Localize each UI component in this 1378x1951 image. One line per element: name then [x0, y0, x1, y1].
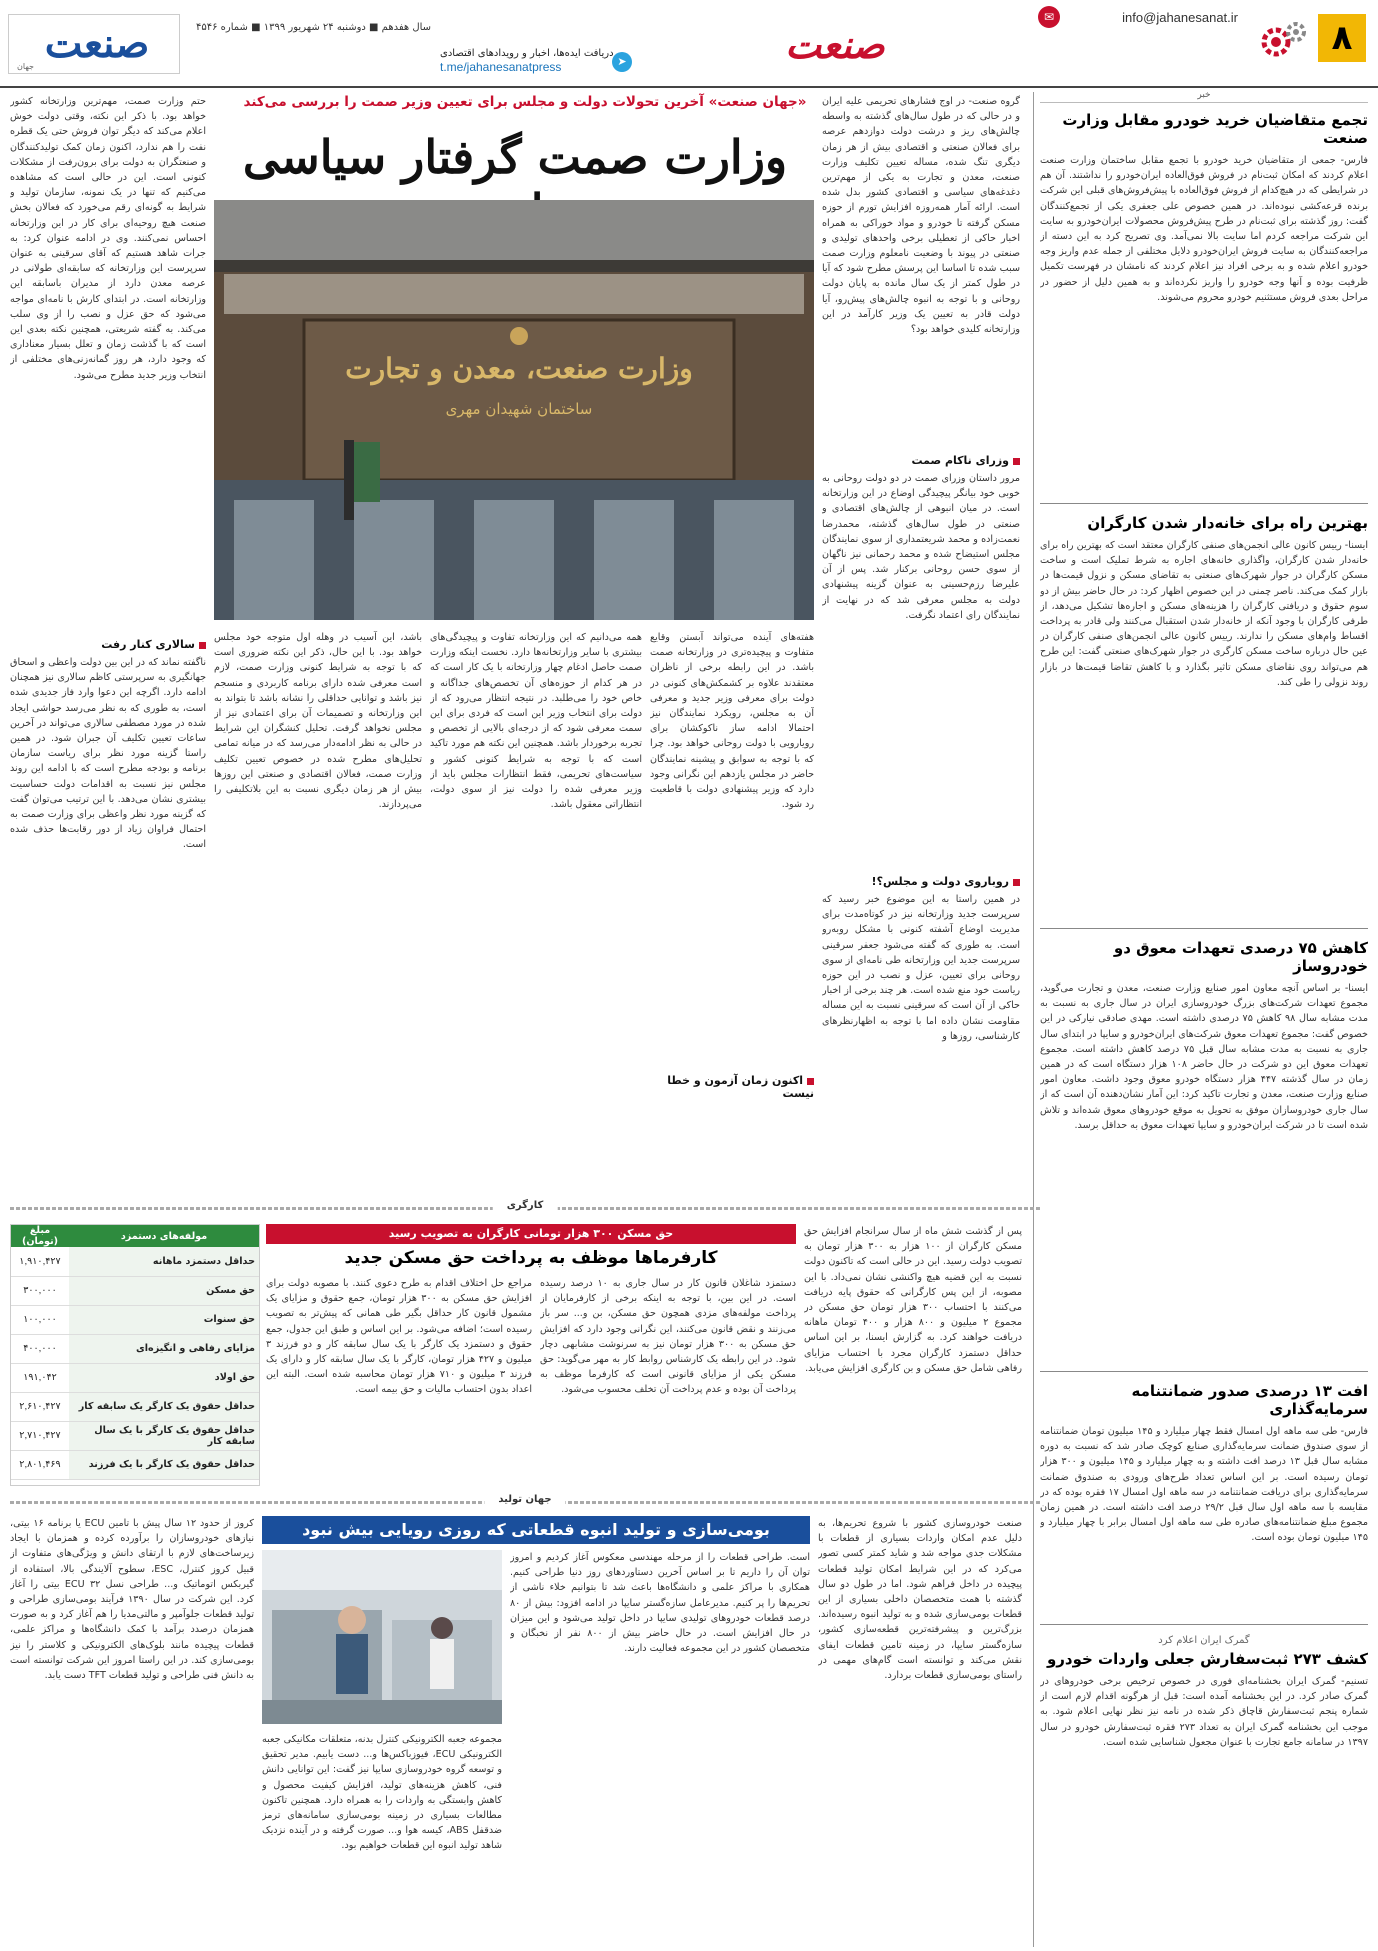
section-label: کارگری: [493, 1200, 558, 1211]
issue-info: سال هفدهم ■ دوشنبه ۲۴ شهریور ۱۳۹۹ ■ شماره ۴۵۴۶: [196, 22, 432, 33]
table-header-item: مولفه‌های دستمزد: [69, 1225, 259, 1247]
brief-kicker: گمرک ایران اعلام کرد: [1158, 1635, 1250, 1646]
logo-subtitle: جهان: [17, 62, 34, 71]
brief-body: فارس- طی سه ماهه اول امسال فقط چهار میلیارد و ۱۴۵ میلیون تومان ضمانتنامه از سوی صندوق ضمانت سرمایه‌گذاری صنایع کوچک صادر شد که نسبت به دوره مشابه سال قبل ۱۳ درصد افت داشته و به چهار میلیارد و ۱۴۵ میلیون و ۳۰۰ هزار تومان رسیده است. بر این اساس تعداد طرح‌های ورودی به صندوق ضمانت سرمایه‌گذاری برای دریافت ضمانتنامه در سه ماهه اول امسال ۱۷ فقره بوده که در مقایسه با سه ماهه اول سال قبل ۲۹/۲ درصد افت داشته است. در همین زمان مجموع مبلغ ضمانتنامه‌های صادره طی سه ماهه اول امسال برابر با چهار میلیارد و ۱۴۵ میلیون تومان بوده است.: [1040, 1426, 1368, 1544]
email-icon: ✉: [1038, 6, 1060, 28]
brief-item: [1040, 111, 1368, 493]
article-paragraph: کروز از حدود ۱۲ سال پیش با تامین ECU یا برنامه ۱۶ بیتی، نیازهای خودروسازان را برآورده کرده و همزمان با ایجاد زیرساخت‌های لازم با ارتقای دانش و ویژگی‌های متفاوت از قبیل کروز کنترل، ESC، سطوح آلایندگی بالا، استفاده از گیربکس اتوماتیک و... طراحی نسل ECU ۳۲ بیتی را آغاز کرد. این شرکت در سال ۱۳۹۰ فرآیند بومی‌سازی طراحی و تولید قطعات جلوآمپر و مالتی‌مدیا را هم آغاز کرد و به صورت همزمان درصدد برآمد با کمک دانشگاه‌ها و مراکز علمی، قطعات پیچیده مانند بلوک‌های الکترونیکی و کلاستر را نیز بومی‌سازی کند. در این راستا امروز این شرکت توانسته است به دانش فنی طراحی و تولید قطعات TFT دست یابد.: [10, 1518, 254, 1682]
factory-photo: [262, 1550, 502, 1724]
brief-body: فارس- جمعی از متقاضیان خرید خودرو با تجمع مقابل ساختمان وزارت صنعت اعلام کردند که امکان ثبت‌نام در فروش فوق‌العاده ایران‌خودرو را نداشتند. آن هم در شرایطی که در هیچ‌کدام از فروش فوق‌العاده با پیش‌فروش‌های قبلی این شرکت برنده قرعه‌کشی نبوده‌اند. در همین خصوص علی جعفری یکی از تجمع‌کنندگان گفت: روز گذشته برای ثبت‌نام در طرح پیش‌فروش محصولات ایران‌خودرو به سایت این شرکت مراجعه کردم اما سایت بالا نمی‌آمد. وی تصریح کرد به این دسته از مراجعه‌کنندگان به سایت فروش ایران‌خودرو دلایل مختلفی از جمله عدم واریز وجه خودرو اعلام شده و به برخی افراد نیز اعلام کردند که نامشان در فهرست تکمیل ظرفیت بوده و آنها وجه خودرو را واریز نکرده‌اند و به همین دلیل از حضور در مراحل بعدی فروش مستثنیم خودرو محروم می‌شوند.: [1040, 155, 1368, 303]
column-divider: [1033, 92, 1034, 1947]
telegram-link[interactable]: t.me/jahanesanatpress: [440, 60, 562, 74]
brief-item: [1040, 1382, 1368, 1614]
article-paragraph: باشد، این آسیب در وهله اول متوجه خود مجلس خواهد بود. با این حال، ذکر این نکته ضروری است که با توجه به شرایط کنونی وزارت صمت، لازم است معرفی شده دارای برنامه کاربردی و منسجم نیز باشد و توانایی حداقلی را نشانه باشد تا بتواند به این وزارتخانه و تصمیمات آن برای اعتمادی نیز از مجلس نخواهد گرفت. تحلیل کنشگران این شرایط در حالی به نظر ادامه‌دار می‌رسد که در میانه تمامی تحلیل‌های مطرح شده در خصوص تعیین تکلیف وزارت صمت، فعالان اقتصادی و صنعتی این روزها بیش از هر زمان دیگری نسبت به این بلاتکلیفی را می‌پردازند.: [214, 632, 422, 811]
article-subhead: وزرای ناکام صمت: [822, 454, 1020, 467]
building-sign: وزارت صنعت، معدن و تجارت: [345, 352, 693, 385]
page-number: ۸: [1318, 14, 1366, 62]
article-paragraph: گروه صنعت- در اوج فشارهای تحریمی علیه ایران و در حالی که در طول سال‌های گذشته به واسطه چالش‌های ریز و درشت دولت دوازدهم عرصه برای فعالان صنعتی و اقتصادی بیش از هر زمان دیگری تنگ شده، مساله تعیین تکلیف وزارت صنعت، معدن و تجارت به یکی از مهم‌ترین دغدغه‌های سیاسی و اقتصادی کشور بدل شده است. ارائه آمار همه‌روزه افزایش تورم از حوزه مسکن گرفته تا خودرو و مواد خوراکی به همراه اخبار حاکی از تعطیلی برخی واحدهای تولیدی و صنعتی در پیوند با وضعیت نامعلوم وزارت صمت سبب شده تا اساسا این پرسش مطرح شود که آیا در طول کمتر از یک سال مانده به پایان دولت روحانی و با توجه به انبوه چالش‌های پیش‌رو، آیا دولت قادر به تعیین یک وزیر کارآمد در این وزارتخانه کلیدی خواهد بود؟: [822, 96, 1020, 336]
section-label: جهان تولید: [484, 1494, 565, 1505]
table-row: حداقل حقوق یک کارگر یک سابقه کار ۲,۶۱۰,۴۲۷: [11, 1392, 259, 1421]
newspaper-logo: [8, 14, 180, 74]
article-headline: وزارت صمت گرفتار سیاسی: [242, 130, 788, 184]
article-paragraph: ناگفته نماند که در این بین دولت واعظی و اسحاق جهانگیری به سرپرستی کاظم سالاری نیز همچنان ادامه دارد. اگرچه این دعوا وارد فاز جدیدی شده است، به طوری که به نظر می‌رسد حواشی ایجاد شده در مورد مصطفی سالاری می‌تواند در آخرین ساعات تعیین تکلیف آن جبران شود. در همین راستا گزینه مورد نظر برای ریاست سازمان برنامه و بودجه مطرح است که با ادامه این روند مجلس نیز نسبت به اقدامات دولت حساسیت بیشتری نشان می‌دهد. با این ترتیب می‌توان گفت که گزینه مورد نظر واعظی برای وزارت صمت به احتمال فراوان زیاد از دور رقابت‌ها حذف شده است.: [10, 657, 206, 851]
table-row: حق سنوات ۱۰۰,۰۰۰: [11, 1305, 259, 1334]
article-column: [822, 94, 1020, 1190]
ministry-building-photo: [214, 200, 814, 620]
factory-illustration: [262, 1550, 502, 1724]
column-tag: خبر: [1040, 90, 1368, 103]
table-row: مزایای رفاهی و انگیزه‌ای ۴۰۰,۰۰۰: [11, 1334, 259, 1363]
divider: [1040, 1624, 1368, 1625]
divider: [1040, 503, 1368, 504]
table-row: حداقل حقوق یک کارگر با یک سال سابقه کار ۲,۷۱۰,۴۲۷: [11, 1421, 259, 1450]
article-paragraph: است. طراحی قطعات را از مرحله مهندسی معکوس آغاز کردیم و امروز توان آن را داریم تا بر اساس آخرین دستاوردهای روز دنیا طراحی کنیم. همکاری با مراکز علمی و دانشگاه‌ها باعث شد تا بتوانیم خلاء ناشی از تحریم‌ها را پر کنیم. مدیرعامل سازه‌گستر سایپا در ادامه افزود: بیش از ۸۰ درصد قطعات خودروهای تولیدی سایپا در داخل تولید می‌شود و این میزان در حال افزایش است. در حال حاضر بیش از ۸۰۰ نفر از نخبگان و متخصصان کشور در این مجموعه فعالیت دارند.: [510, 1552, 810, 1655]
masthead: [0, 0, 1378, 88]
divider: [1040, 1371, 1368, 1372]
article-paragraph: مجموعه جعبه الکترونیکی کنترل بدنه، متعلقات مکانیکی جعبه الکترونیکی ECU، فیوزباکس‌ها و... دست یابیم. مدیر تحقیق و توسعه گروه خودروسازی سایپا نیز گفت: این توانایی دانش فنی، کاهش هزینه‌های تولید، افزایش کیفیت محصول و کاهش وابستگی به واردات را به همراه دارد. همچنین تاکنون مطالعات بسیاری در زمینه بومی‌سازی سامانه‌های ترمز ضدقفل ABS، کیسه هوا و... صورت گرفته و در آینده نزدیک شاهد تولید انبوه این قطعات خواهیم بود.: [262, 1734, 502, 1852]
news-briefs-column: [1040, 90, 1368, 1945]
article-column: [10, 94, 206, 1190]
table-row: حداقل دستمزد ماهانه ۱,۹۱۰,۴۲۷: [11, 1247, 259, 1276]
article-paragraph: هفته‌های آینده می‌تواند آبستن وقایع متفاوت و پیچیده‌تری در وزارتخانه صمت باشد. در این رابطه برخی از ناظران معتقدند علاوه بر کشمکش‌های کنونی در دولت برای معرفی وزیر جدید و معرفی آن به مجلس، رویکرد نمایندگان نیز احتمالا ادامه ساز ناکوکشان برای رویارویی با دولت روحانی خواهد بود. چرا که با توجه به سوابق و پیشینه نمایندگان حاضر در مجلس یازدهم این نگرانی وجود دارد که وزیر پیشنهادی دولت با قاطعیت رد شود.: [650, 632, 814, 811]
car-headline: بومی‌سازی و تولید انبوه قطعاتی که روزی رویایی بیش نبود: [262, 1516, 810, 1544]
brief-title: افت ۱۳ درصدی صدور ضمانتنامه سرمایه‌گذاری: [1131, 1382, 1368, 1418]
brief-body: ایسنا- رییس کانون عالی انجمن‌های صنفی کارگران معتقد است که بهترین راه برای خانه‌دار شدن کارگران، واگذاری خانه‌های اجاره به شرط تملیک است و ساخت مسکن کارگران در جوار شهرک‌های صنعتی به تقاضای مسکن و نزول قیمت‌ها در بازار کمک می‌کند. ناصر چمنی در این خصوص اظهار کرد: در حال حاضر بیش از دو سوم حقوق و دریافتی کارگران را هزینه‌های مسکن و اجاره‌ها تشکیل می‌دهد، از طرفی کارگران با وجود آنکه از خانه‌دار شدن استقبال می‌کنند ولی قادر به پرداخت اقساط وام‌های مسکن را ندارند. رییس کانون عالی انجمن‌های صنفی کارگران در عین حال درباره ساخت مسکن کارگری در جوار شهرک‌های صنعتی گفت: این طرح هم می‌تواند روی نقاضای مسکن تاثیر بگذارد و با کاهش تقاضا قیمت‌ها در بازار روند نزولی را طی کند.: [1040, 540, 1368, 688]
brief-title: تجمع متقاضیان خرید خودرو مقابل وزارت صنعت: [1062, 111, 1368, 147]
email-address[interactable]: info@jahanesanat.ir: [1122, 10, 1238, 25]
bullet-icon: [1013, 458, 1020, 465]
article-paragraph: دستمزد شاغلان قانون کار در سال جاری به ۱۰ درصد رسیده است. در این بین، با توجه به اینکه برخی از کارفرمایان از پرداخت مولفه‌های مزدی همچون حق مسکن، بن و... سر باز می‌زنند و نقض قانون می‌کنند، این نگرانی وجود دارد که افزایش حق مسکن به ۳۰۰ هزار تومان نیز به سرنوشت مشابهی دچار شود. در این رابطه یک کارشناس روابط کار به مهر می‌گوید: حق مسکن یکی از مزایای قانونی است که کارفرما موظف به پرداخت آن بوده و عدم پرداخت آن تخلف محسوب می‌شود.: [540, 1278, 796, 1396]
article-kicker: «جهان صنعت» آخرین تحولات دولت و مجلس برای تعیین وزیر صمت را بررسی می‌کند: [243, 94, 807, 110]
telegram-icon: ➤: [612, 52, 632, 72]
brief-title: بهترین راه برای خانه‌دار شدن کارگران: [1087, 514, 1368, 532]
article-subhead: سالاری کنار رفت: [10, 638, 206, 651]
section-divider-labor: [10, 1200, 1040, 1216]
logo-wordmark: صنعت: [44, 20, 150, 67]
table-row: حداقل حقوق یک کارگر با یک فرزند ۲,۸۰۱,۴۶۹: [11, 1450, 259, 1479]
article-paragraph: صنعت خودروسازی کشور با شروع تحریم‌ها، به دلیل عدم امکان واردات بسیاری از قطعات با مشکلات جدی مواجه شد و شاید کمتر کسی تصور می‌کرد که در این شرایط امکان تولید قطعات پیچیده در داخل فراهم شود. اما در طول دو سال گذشته با همت متخصصان داخلی بسیاری از این قطعات بومی‌سازی شده و به تولید انبوه رسیده‌اند. بزرگ‌ترین و پیشرفته‌ترین قطعه‌سازی کشور، سازه‌گستر سایپا، در زمینه تامین قطعات ایفای نقش می‌کند و توانسته است گام‌های مهمی در راستای بومی‌سازی قطعات بردارد.: [818, 1518, 1022, 1682]
article-paragraph: مرور داستان وزرای صمت در دو دولت روحانی به خوبی خود بیانگر پیچیدگی اوضاع در این وزارتخانه است. در میان انبوهی از چالش‌های اقتصادی و صنعتی در طول سال‌های گذشته، محمدرضا نعمت‌زاده و محمد شریعتمداری از سوی نمایندگان مجلس استیضاح شده و محمد رحمانی نیز ناگهان از سوی حسن روحانی برکنار شد. پس از آن علیرضا رزم‌حسینی به عنوان گزینه پیشنهادی دولت به مجلس معرفی شد که در نهایت از نمایندگان رای اعتماد نگرفت.: [822, 473, 1020, 621]
brief-title: کاهش ۷۵ درصدی تعهدات معوق دو خودروساز: [1113, 939, 1368, 975]
article-paragraph: مراجع حل اختلاف اقدام به طرح دعوی کنند. با مصوبه دولت برای افزایش حق مسکن به ۳۰۰ هزار تومان، جمع حقوق و مزایای یک مشمول قانون کار حداقل بگیر طی همانی که پیش‌تر به تصویب رسیده است؛ اضافه می‌شود. بر این اساس و طبق این جدول، جمع حقوق و دستمزد یک کارگر با یک سال سابقه کار و دو فرزند ۳ میلیون و ۴۲۷ هزار تومان، کارگر با یک سال سابقه کار و دارای یک فرزند ۳ میلیون و ۷۱۰ هزار تومان محاسبه شده است. البته این اعداد بدون احتساب مالیات و حق بیمه است.: [266, 1278, 532, 1396]
wage-kicker: حق مسکن ۳۰۰ هزار تومانی کارگران به تصویب رسید: [266, 1224, 796, 1244]
article-paragraph: حتم وزارت صمت، مهم‌ترین وزارتخانه کشور خواهد بود. با ذکر این نکته، وقتی دولت خوش اعلام می‌کند که دیگر توان فروش حتی یک قطره نفت را هم ندارد، اکنون زمان کمک تولیدکنندگان و صنعتگران به دولت برای برون‌رفت از مشکلات کنونی است. این در حالی است که مشاهده می‌کنیم که تنها در یک نمونه، سازمان تولید و شرایط به گونه‌ای رقم می‌خورد که فعالان بخش صنعت هیچ روحیه‌ای برای کار در این وزارتخانه احساس نمی‌کنند. وی در ادامه عنوان کرد: به جرات شاهد هستیم که آقای سرقینی به عنوان سرپرست این وزارتخانه که سابقه‌ای طولانی در عرصه معدن دارد از مدیران باسابقه این وزارتخانه است. در ابتدای کارش با نامه‌ای مواجه می‌شود که حق عزل و نصب را از وی سلب می‌کند. به گفته شریعتی، همچنین نکته بعدی این است که با گذشت زمان و تعلل بسیار معناداری که وجود دارد، هر روز گمانه‌زنی‌های مختلفی از انتخاب وزیر جدید مطرح می‌شود.: [10, 96, 206, 381]
telegram-caption: دریافت ایده‌ها، اخبار و رویدادهای اقتصادی: [440, 48, 614, 59]
building-subsign: ساختمان شهیدان مهری: [445, 400, 593, 418]
brief-title: کشف ۲۷۳ ثبت‌سفارش جعلی واردات خودرو: [1046, 1650, 1368, 1668]
table-row: حق مسکن ۳۰۰,۰۰۰: [11, 1276, 259, 1305]
gear-icon: [1258, 18, 1308, 64]
section-divider-industry: [10, 1494, 1040, 1510]
divider: [1040, 928, 1368, 929]
brief-item: [1040, 1635, 1368, 1794]
article-subhead: روباروی دولت و مجلس؟!: [822, 875, 1020, 888]
brief-body: ایسنا- بر اساس آنچه معاون امور صنایع وزارت صنعت، معدن و تجارت می‌گوید، مجموع تعهدات شرکت‌های بزرگ خودروسازی ایران در سال جاری به نسبت به مدت مشابه سال ۹۸ کاهش ۷۵ درصدی داشته است. مهدی صادقی نیارکی در این خصوص گفت: مجموع تعهدات معوق شرکت‌های ایران‌خودرو و سایپا در ابتدای سال جاری به نسبت به مدت مشابه سال قبل ۷۵ درصد کاهش داشته است. مجموع تعهدات معوق این دو شرکت در حال حاضر ۱۰۸ هزار دستگاه است که در همین زمان در سال گذشته ۴۴۷ هزار دستگاه خودرو معوق وجود داشت. معاون امور صنایع وزارت صنعت، معدن و تجارت تاکید کرد: این آمار نشان‌دهنده آن است که از سال جاری خودروسازان موفق به تحویل به موقع خودروهای معوق شده‌اند و تلاش شده است تا در شرکت ایران‌خودرو و سایپا تعهدات معوق به حداقل برسد.: [1040, 983, 1368, 1131]
bullet-icon: [199, 642, 206, 649]
wage-table: [10, 1224, 260, 1486]
bullet-icon: [1013, 879, 1020, 886]
article-paragraph: پس از گذشت شش ماه از سال سرانجام افزایش حق مسکن کارگران از ۱۰۰ هزار به ۳۰۰ هزار تومان به تصویب دولت رسید. این در حالی است که تاکنون دولت نسبت به این قضیه هیچ واکنشی نشان نمی‌داد. با این مصوبه، از این پس کارگرانی که حقوق پایه دریافت می‌کنند با احتساب ۳۰۰ هزار تومان حق مسکن در مجموع ۲ میلیون و ۸۰۰ هزار و ۴۰۰ تومان ماهانه دریافت خواهند کرد. به گزارش ایسنا، بر این اساس حداقل دستمزد کارگران مجرد با احتساب مزایای رفاهی شامل حق مسکن و بن کارگری افزایش می‌یابد.: [804, 1226, 1022, 1374]
table-header-amount: مبلغ (تومان): [11, 1225, 69, 1247]
brief-item: [1040, 514, 1368, 918]
brief-item: [1040, 939, 1368, 1361]
bullet-icon: [807, 1078, 814, 1085]
article-paragraph: در همین راستا به این موضوع خبر رسید که سرپرست جدید وزارتخانه نیز در کوتاه‌مدت برای مدیریت اوضاع آشفته کنونی با مشکل روبه‌رو است. به طوری که گفته می‌شود جعفر سرقینی سرپرست جدید این وزارتخانه طی نامه‌ای از سوی روحانی برای تعیین، عزل و نصب در این حوزه ریاست خود منع شده است. هر چند برخی از اخبار حاکی از آن است که سرقینی نسبت به این مساله مقاومت نشان داده اما با توجه به اظهارنظرهای کارشناسی، روزها و: [822, 894, 1020, 1042]
article-subhead: اکنون زمان آزمون و خطا نیست: [667, 1074, 814, 1100]
wage-headline: کارفرماها موظف به پرداخت حق مسکن جدید: [344, 1248, 718, 1268]
brief-body: تسنیم- گمرک ایران بخشنامه‌ای فوری در خصوص ترخیص برخی خودروهای در گمرک صادر کرد. در این بخشنامه آمده است: قبل از هرگونه اقدام لازم است از شماره پنجم ثبت‌سفارش قاچاق ذکر شده در نامه نیز نظر نهایی اعلام شود. به موجب این بخشنامه گمرک ایران به تعداد ۲۷۳ فقره ثبت‌سفارش خودرو در سال ۱۳۹۷ در سامانه جامع تجارت با عنوان مجعول شناسایی شده است.: [1040, 1676, 1368, 1748]
article-column: [650, 630, 814, 1190]
article-paragraph: همه می‌دانیم که این وزارتخانه تفاوت و پیچیدگی‌های بیشتری با سایر وزارتخانه‌ها دارد. نخست اینکه وزارت صمت حاصل ادغام چهار وزارتخانه با یک کار است که در هر کدام از حوزه‌های آن تخصص‌های جداگانه و خاص خود را می‌طلبد. در نتیجه انتظار می‌رود که از دولت برای انتخاب وزیر این است که فردی برای این سمت معرفی شود که از درجه‌ای بالایی از تخصص و تجربه برخوردار باشد. همچنین این نکته هم مورد تاکید است که با توجه به شرایط کنونی کشور و سیاست‌های تحریمی، فقط انتظارات مجلس باید از وزیر معرفی شده را دولت نیز از سوی دولت، انتظاراتی معقول باشد.: [430, 632, 642, 811]
center-logo: صنعت: [785, 22, 885, 67]
table-row: حق اولاد ۱۹۱,۰۴۲: [11, 1363, 259, 1392]
